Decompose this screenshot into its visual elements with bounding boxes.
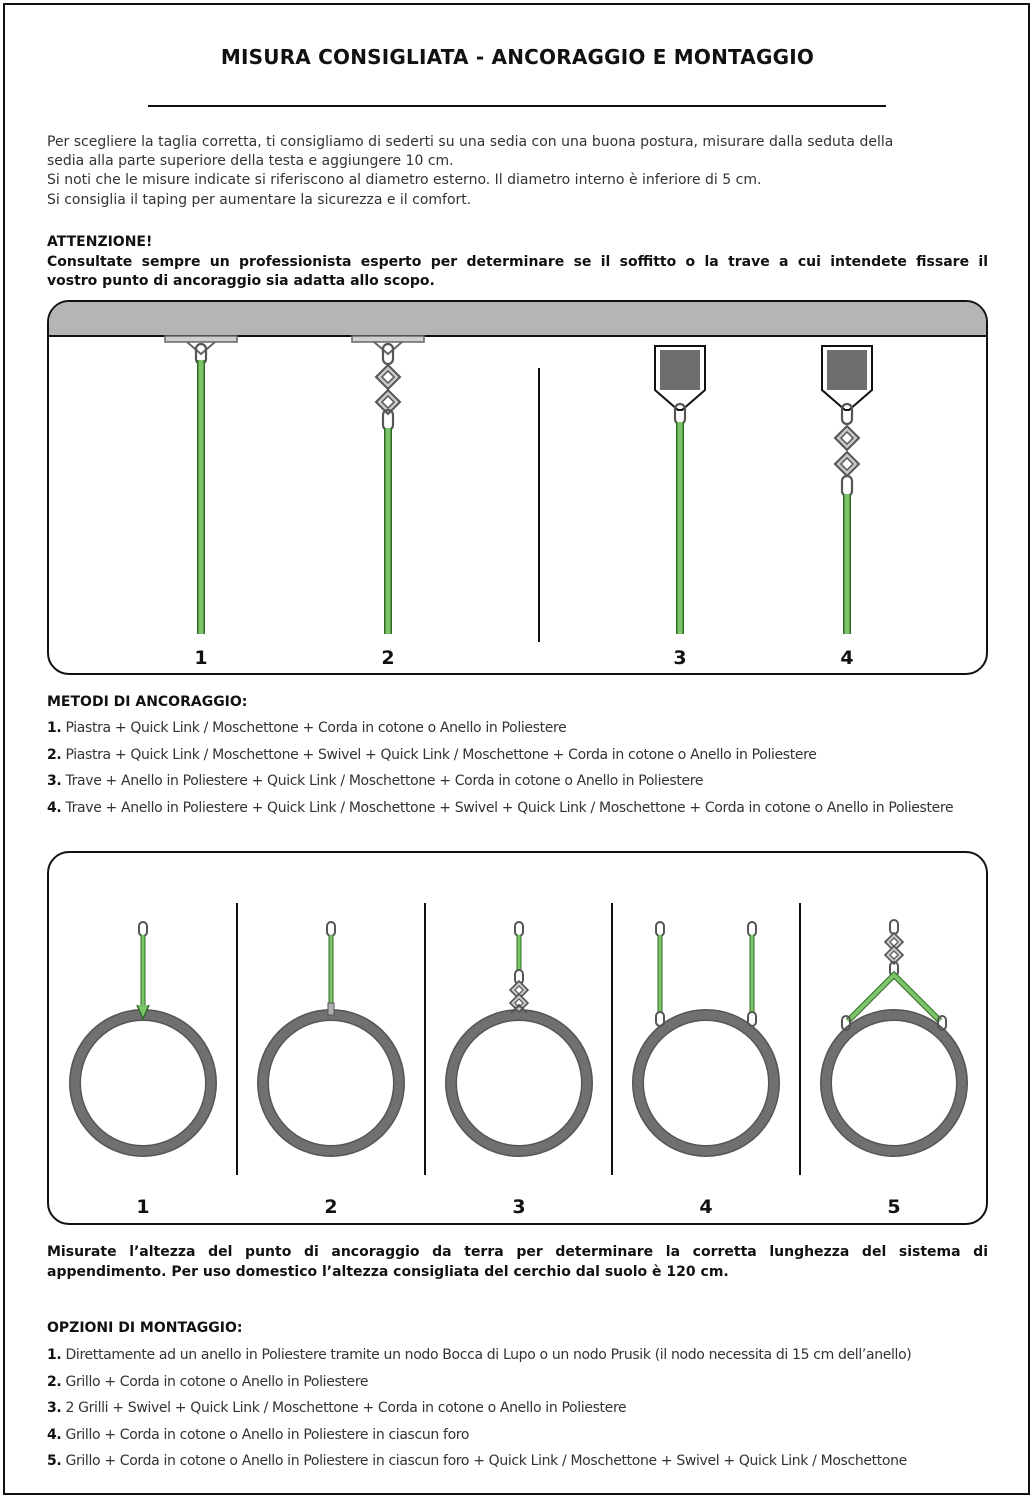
- list-item: [47, 795, 997, 822]
- height-note: [47, 1242, 988, 1282]
- mount-label-2: 2: [324, 1196, 338, 1218]
- list-item-text: Direttamente ad un anello in Poliestere tramite un nodo Bocca di Lupo o un nodo Prusik (il nodo necessita di 15 cm dell’anello): [61, 1347, 912, 1363]
- intro-line: sedia alla parte superiore della testa e aggiungere 10 cm.: [47, 153, 454, 170]
- list-item-text: Grillo + Corda in cotone o Anello in Poliestere: [61, 1373, 369, 1390]
- anchoring-diagram: [47, 300, 988, 675]
- list-item-text: Grillo + Corda in cotone o Anello in Poliestere in ciascun foro: [61, 1426, 470, 1443]
- anchoring-methods-heading: METODI DI ANCORAGGIO:: [47, 694, 248, 710]
- anchor-method-3: [655, 346, 705, 634]
- list-item-number: 3.: [47, 1400, 62, 1417]
- list-item: [47, 742, 997, 769]
- mount-option-3: [451, 922, 587, 1151]
- intro-line: Si noti che le misure indicate si riferiscono al diametro esterno. Il diametro interno è inferiore di 5 cm.: [47, 172, 762, 189]
- list-item-text: Trave + Anello in Poliestere + Quick Link / Moschettone + Swivel + Quick Link / Moschettone + Corda in cotone o Anello in Poliestere: [61, 799, 954, 816]
- list-item-text: Grillo + Corda in cotone o Anello in Poliestere in ciascun foro + Quick Link / Moschettone + Swivel + Quick Link / Moschettone: [61, 1453, 907, 1470]
- anchor-label-4: 4: [840, 647, 854, 669]
- ceiling-bar: [49, 302, 988, 336]
- mounting-diagram-svg: [49, 853, 988, 1225]
- mount-label-5: 5: [887, 1196, 901, 1218]
- mount-option-1: [75, 922, 211, 1151]
- anchoring-diagram-svg: [49, 302, 988, 675]
- warning-block: [47, 233, 988, 292]
- list-item-number: 1.: [47, 720, 62, 736]
- list-item-number: 5.: [47, 1453, 62, 1470]
- list-item: [47, 1395, 997, 1422]
- intro-line: Si consiglia il taping per aumentare la sicurezza e il comfort.: [47, 191, 472, 208]
- mount-label-1: 1: [136, 1196, 150, 1218]
- list-item-text: Piastra + Quick Link / Moschettone + Corda in cotone o Anello in Poliestere: [61, 720, 567, 736]
- list-item: [47, 768, 997, 795]
- anchor-method-2: [352, 336, 424, 634]
- list-item-number: 3.: [47, 773, 62, 790]
- mounting-options-list: [47, 1342, 997, 1475]
- list-item: [47, 715, 997, 742]
- warning-heading: ATTENZIONE!: [47, 234, 153, 250]
- anchor-method-1: [165, 336, 237, 634]
- list-item: [47, 1448, 997, 1475]
- list-item-text: Trave + Anello in Poliestere + Quick Link / Moschettone + Corda in cotone o Anello in Poliestere: [61, 773, 704, 790]
- list-item: [47, 1422, 997, 1449]
- mounting-diagram: [47, 851, 988, 1225]
- list-item-number: 4.: [47, 1426, 62, 1443]
- height-note-line: appendimento. Per uso domestico l’altezza consigliata del cerchio dal suolo è 120 cm.: [47, 1264, 729, 1280]
- height-note-line: Misurate l’altezza del punto di ancoraggio da terra per determinare la corretta lunghezza del sistema di: [47, 1244, 988, 1260]
- intro-line: Per scegliere la taglia corretta, ti consigliamo di sederti su una sedia con una buona postura, misurare dalla seduta della: [47, 134, 894, 150]
- list-item-number: 2.: [47, 1373, 62, 1390]
- mount-option-5: [826, 920, 962, 1151]
- mount-option-4: [638, 922, 774, 1151]
- anchor-label-2: 2: [381, 647, 395, 669]
- mounting-options-heading: OPZIONI DI MONTAGGIO:: [47, 1320, 243, 1336]
- mount-option-2: [263, 922, 399, 1151]
- list-item: [47, 1369, 997, 1396]
- page-title: MISURA CONSIGLIATA - ANCORAGGIO E MONTAGGIO: [220, 45, 815, 69]
- intro-paragraph: [47, 133, 992, 210]
- list-item: [47, 1342, 997, 1369]
- list-item-number: 1.: [47, 1347, 62, 1363]
- list-item-number: 4.: [47, 799, 62, 816]
- warning-line: Consultate sempre un professionista esperto per determinare se il soffitto o la trave a cui intendete fissare il: [47, 253, 988, 270]
- anchor-method-4: [822, 346, 872, 634]
- title-divider: [148, 105, 886, 107]
- warning-line: vostro punto di ancoraggio sia adatta allo scopo.: [47, 273, 435, 289]
- anchor-label-1: 1: [194, 647, 208, 669]
- anchor-label-3: 3: [673, 647, 687, 669]
- mount-label-4: 4: [699, 1196, 713, 1218]
- list-item-number: 2.: [47, 746, 62, 763]
- mount-label-3: 3: [512, 1196, 526, 1218]
- anchoring-methods-list: [47, 715, 997, 821]
- list-item-text: 2 Grilli + Swivel + Quick Link / Moschettone + Corda in cotone o Anello in Poliestere: [61, 1400, 627, 1417]
- list-item-text: Piastra + Quick Link / Moschettone + Swivel + Quick Link / Moschettone + Corda in cotone o Anello in Poliestere: [61, 746, 817, 763]
